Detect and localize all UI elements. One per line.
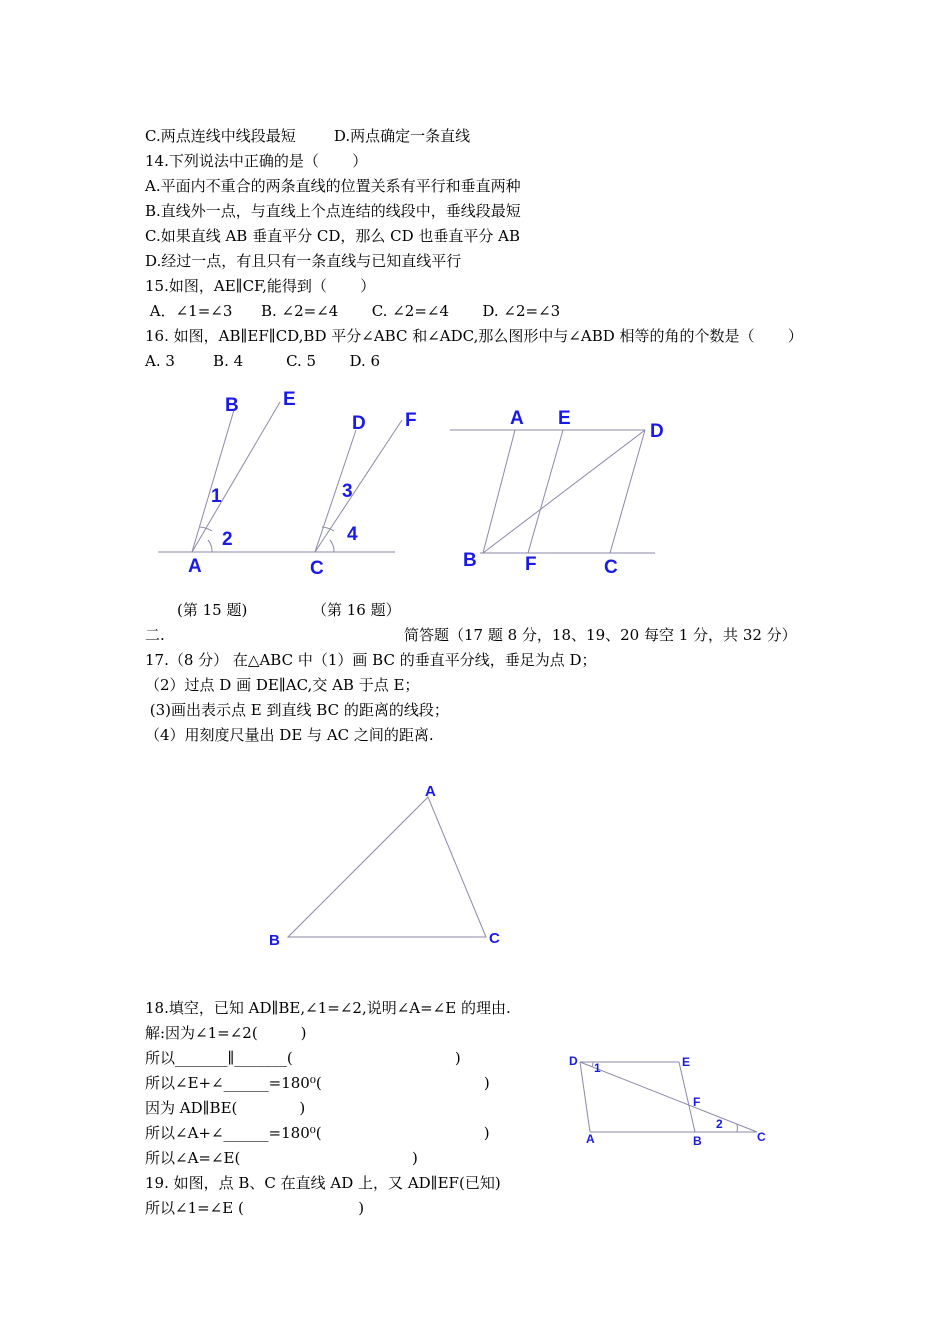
question-16: 16. 如图，AB∥EF∥CD,BD 平分∠ABC 和∠ADC,那么图形中与∠ABD 相等的角的个数是（ ） [145, 327, 803, 345]
question-17: 17.（8 分） 在△ABC 中（1）画 BC 的垂直平分线，垂足为点 D； [145, 651, 597, 669]
fig15-angle-2-arc [208, 540, 212, 552]
fig18-label-b: B [693, 1134, 702, 1148]
question-14-option-a: A.平面内不重合的两条直线的位置关系有平行和垂直两种 [145, 177, 521, 195]
fig16-line-ef [528, 430, 563, 553]
fig18-label-f: F [693, 1095, 701, 1109]
fig15-label-3: 3 [342, 481, 353, 502]
fig18-line-da [580, 1062, 590, 1132]
question-16-options: A. 3 B. 4 C. 5 D. 6 [145, 352, 381, 370]
figure-18 [565, 1050, 775, 1150]
figure-16 [445, 400, 675, 580]
fig17-triangle-abc [288, 797, 486, 937]
fig17-label-a: A [425, 783, 436, 800]
figure-15 [150, 385, 417, 580]
question-18-step-2: 所以_______∥_______( ) [145, 1049, 461, 1067]
question-19: 19. 如图，点 B、C 在直线 AD 上，又 AD∥EF(已知) [145, 1174, 501, 1192]
question-18: 18.填空，已知 AD∥BE,∠1=∠2,说明∠A=∠E 的理由. [145, 999, 511, 1017]
fig15-label-c: C [310, 558, 324, 579]
question-15: 15.如图，AE∥CF,能得到（ ） [145, 277, 376, 295]
fig15-label-4: 4 [347, 524, 358, 545]
fig18-label-e: E [682, 1055, 691, 1069]
fig18-angle-1-arc [592, 1062, 593, 1067]
fig15-label-2: 2 [222, 529, 233, 550]
fig17-label-c: C [489, 930, 500, 947]
fig15-line-cf [315, 420, 402, 552]
question-17-part-2: （2）过点 D 画 DE∥AC,交 AB 于点 E； [145, 676, 420, 694]
question-17-part-4: （4）用刻度尺量出 DE 与 AC 之间的距离. [145, 726, 434, 744]
question-15-options: A．∠1=∠3 B. ∠2=∠4 C. ∠2=∠4 D. ∠2=∠3 [145, 302, 561, 320]
fig18-label-a: A [586, 1132, 595, 1146]
fig18-label-2: 2 [716, 1117, 723, 1131]
caption-figure-15: (第 15 题) [177, 601, 248, 619]
fig15-label-1: 1 [211, 486, 222, 507]
fig16-label-f: F [525, 554, 537, 575]
question-19-step-1: 所以∠1=∠E ( ) [145, 1199, 365, 1217]
fig16-label-a: A [510, 408, 524, 429]
figure-17-triangle [260, 775, 510, 955]
text-line-13-options: C.两点连线中线段最短 D.两点确定一条直线 [145, 127, 471, 145]
fig15-label-d: D [352, 413, 366, 434]
fig15-label-a: A [188, 556, 202, 577]
question-14-option-d: D.经过一点，有且只有一条直线与已知直线平行 [145, 252, 462, 270]
section-2-title: 简答题（17 题 8 分，18、19、20 每空 1 分，共 32 分） [404, 626, 797, 644]
question-14-option-c: C.如果直线 AB 垂直平分 CD，那么 CD 也垂直平分 AB [145, 227, 521, 245]
question-18-step-1: 解:因为∠1=∠2( ) [145, 1024, 307, 1042]
fig16-line-ab [483, 430, 515, 553]
fig15-label-b: B [225, 395, 239, 416]
question-18-step-4: 因为 AD∥BE( ) [145, 1099, 306, 1117]
fig18-label-d: D [569, 1054, 578, 1068]
fig18-line-dc [580, 1062, 757, 1132]
fig16-label-d: D [650, 421, 664, 442]
fig15-label-e: E [283, 389, 296, 410]
question-18-step-3: 所以∠E+∠______=180⁰( ) [145, 1074, 490, 1092]
question-18-step-6: 所以∠A=∠E( ) [145, 1149, 418, 1167]
fig18-label-c: C [757, 1130, 766, 1144]
fig16-label-e: E [558, 408, 571, 429]
fig15-line-ae [192, 402, 280, 552]
question-18-step-5: 所以∠A+∠______=180⁰( ) [145, 1124, 490, 1142]
caption-figure-16: （第 16 题） [312, 601, 401, 619]
question-17-part-3: (3)画出表示点 E 到直线 BC 的距离的线段； [145, 701, 449, 719]
fig15-angle-4-arc [330, 540, 334, 552]
fig16-label-c: C [604, 557, 618, 578]
fig15-angle-3-arc [322, 527, 334, 531]
fig17-label-b: B [269, 932, 280, 949]
fig16-line-bd [483, 430, 645, 553]
fig18-label-1: 1 [594, 1061, 601, 1075]
section-2-number: 二. [145, 626, 165, 644]
fig15-label-f: F [405, 410, 417, 431]
question-14: 14.下列说法中正确的是（ ） [145, 152, 368, 170]
fig16-line-dc [610, 430, 645, 553]
question-14-option-b: B.直线外一点，与直线上个点连结的线段中，垂线段最短 [145, 202, 521, 220]
fig16-label-b: B [463, 550, 477, 571]
